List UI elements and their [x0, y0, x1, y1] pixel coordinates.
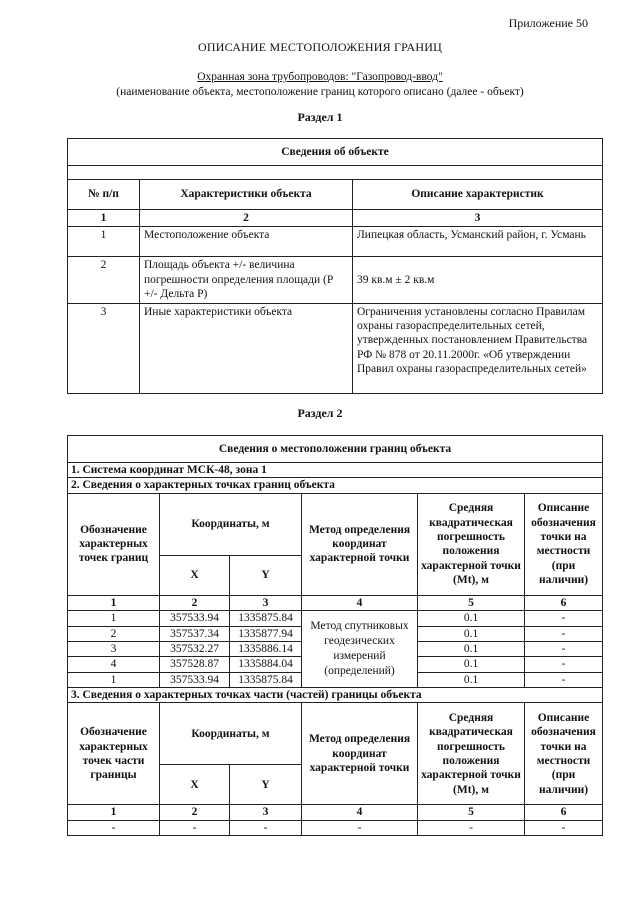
col-header-description: Описание характеристик — [353, 180, 603, 210]
table-row — [68, 257, 603, 303]
object-name-caption: (наименование объекта, местоположение границ которого описано (далее - объект) — [116, 86, 524, 98]
col-number: 3 — [230, 595, 302, 610]
header-coords: Координаты, м — [160, 703, 302, 765]
table-row — [68, 227, 603, 257]
row-characteristic: Местоположение объекта — [140, 227, 353, 257]
parts-cell: - — [302, 820, 418, 835]
header-error: Средняя квадратическая погрешность положения характерной точки (Мt), м — [418, 493, 525, 595]
point-id: 1 — [68, 672, 160, 687]
section-1-heading: Раздел 1 — [297, 110, 343, 124]
col-header-characteristic: Характеристики объекта — [140, 180, 353, 210]
header-parts-designation: Обозначение характерных точек части границы — [68, 703, 160, 805]
col-number: 4 — [302, 595, 418, 610]
appendix-label: Приложение 50 — [508, 16, 588, 30]
col-number: 6 — [525, 805, 603, 820]
col-number: 3 — [230, 805, 302, 820]
parts-cell: - — [230, 820, 302, 835]
table-row — [68, 820, 603, 835]
point-description: - — [525, 626, 603, 641]
row-description: Липецкая область, Усманский район, г. Усмань — [353, 227, 603, 257]
col-number: 1 — [68, 210, 140, 227]
document-title: ОПИСАНИЕ МЕСТОПОЛОЖЕНИЯ ГРАНИЦ — [198, 40, 442, 54]
parts-cell: - — [160, 820, 230, 835]
table-row — [68, 611, 603, 626]
point-x: 357532.27 — [160, 641, 230, 656]
coord-system: 1. Система координат МСК-48, зона 1 — [68, 463, 603, 478]
parts-title: 3. Сведения о характерных точках части (частей) границы объекта — [68, 688, 603, 703]
header-description: Описание обозначения точки на местности (при наличии) — [525, 493, 603, 595]
row-description: Ограничения установлены согласно Правилам охраны газораспределительных сетей, утвержденных постановлением Правительства РФ № 878 от 20.11.2000г. «Об утверждении Правил охраны газораспределительных сетей» — [353, 303, 603, 393]
row-number: 2 — [68, 257, 140, 303]
point-description: - — [525, 611, 603, 626]
parts-cell: - — [68, 820, 160, 835]
point-error: 0.1 — [418, 626, 525, 641]
point-y: 1335875.84 — [230, 672, 302, 687]
row-number: 3 — [68, 303, 140, 393]
col-number: 2 — [160, 805, 230, 820]
header-y: Y — [230, 555, 302, 595]
point-y: 1335877.94 — [230, 626, 302, 641]
header-error: Средняя квадратическая погрешность положения характерной точки (Мt), м — [418, 703, 525, 805]
header-designation: Обозначение характерных точек границ — [68, 493, 160, 595]
row-characteristic: Площадь объекта +/- величина погрешности определения площади (Р +/- Дельта Р) — [140, 257, 353, 303]
header-description: Описание обозначения точки на местности (при наличии) — [525, 703, 603, 805]
object-name-text: Охранная зона трубопроводов: "Газопровод-ввод" — [197, 71, 443, 83]
header-coords: Координаты, м — [160, 493, 302, 555]
col-number: 5 — [418, 595, 525, 610]
col-number: 1 — [68, 595, 160, 610]
col-number: 3 — [353, 210, 603, 227]
point-description: - — [525, 672, 603, 687]
header-x: X — [160, 765, 230, 805]
point-x: 357533.94 — [160, 672, 230, 687]
object-info-table — [67, 138, 603, 394]
point-id: 2 — [68, 626, 160, 641]
row-description: 39 кв.м ± 2 кв.м — [353, 257, 603, 303]
table-row — [68, 303, 603, 393]
point-error: 0.1 — [418, 641, 525, 656]
parts-cell: - — [525, 820, 603, 835]
boundary-table — [67, 435, 603, 836]
point-y: 1335886.14 — [230, 641, 302, 656]
point-method: Метод спутниковых геодезических измерений (определений) — [302, 611, 418, 688]
row-number: 1 — [68, 227, 140, 257]
point-description: - — [525, 641, 603, 656]
col-number: 1 — [68, 805, 160, 820]
point-x: 357533.94 — [160, 611, 230, 626]
point-id: 1 — [68, 611, 160, 626]
point-id: 4 — [68, 657, 160, 672]
point-x: 357528.87 — [160, 657, 230, 672]
point-error: 0.1 — [418, 657, 525, 672]
point-error: 0.1 — [418, 672, 525, 687]
points-title: 2. Сведения о характерных точках границ объекта — [68, 478, 603, 493]
point-y: 1335875.84 — [230, 611, 302, 626]
spacer-row — [68, 166, 603, 180]
object-name — [0, 70, 640, 84]
header-method: Метод определения координат характерной точки — [302, 493, 418, 595]
col-number: 2 — [160, 595, 230, 610]
col-header-number: № п/п — [68, 180, 140, 210]
col-number: 6 — [525, 595, 603, 610]
col-number: 2 — [140, 210, 353, 227]
header-method: Метод определения координат характерной точки — [302, 703, 418, 805]
section-2-heading: Раздел 2 — [297, 406, 343, 420]
header-x: X — [160, 555, 230, 595]
boundary-table-title: Сведения о местоположении границ объекта — [68, 436, 603, 463]
col-number: 5 — [418, 805, 525, 820]
point-id: 3 — [68, 641, 160, 656]
point-y: 1335884.04 — [230, 657, 302, 672]
col-number: 4 — [302, 805, 418, 820]
point-description: - — [525, 657, 603, 672]
object-info-title: Сведения об объекте — [68, 139, 603, 166]
point-error: 0.1 — [418, 611, 525, 626]
row-characteristic: Иные характеристики объекта — [140, 303, 353, 393]
header-y: Y — [230, 765, 302, 805]
parts-cell: - — [418, 820, 525, 835]
point-x: 357537.34 — [160, 626, 230, 641]
